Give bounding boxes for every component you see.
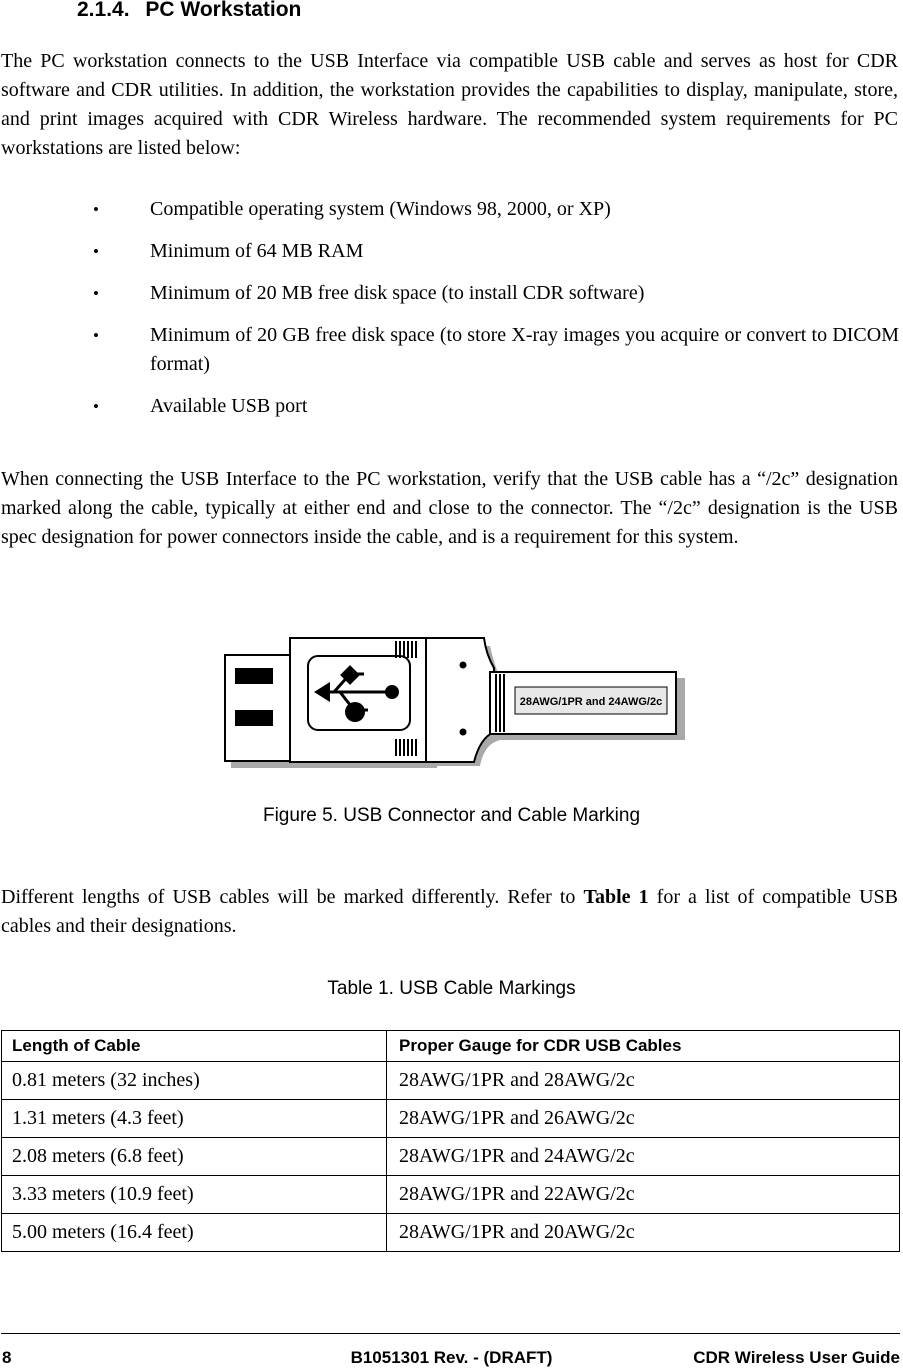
cell-length: 1.31 meters (4.3 feet) — [2, 1100, 387, 1138]
cell-gauge: 28AWG/1PR and 28AWG/2c — [387, 1062, 900, 1100]
column-header-length: Length of Cable — [2, 1031, 387, 1062]
section-number: 2.1.4. — [77, 0, 130, 21]
figure-caption: Figure 5. USB Connector and Cable Marking — [262, 805, 641, 826]
list-item — [0, 392, 899, 421]
requirement-text: Available USB port — [150, 395, 308, 417]
cell-gauge: 28AWG/1PR and 20AWG/2c — [387, 1214, 900, 1252]
lengths-text-after: for a list of compatible USB cables and their designations. — [1, 886, 899, 937]
table-row — [2, 1100, 900, 1138]
cell-length: 2.08 meters (6.8 feet) — [2, 1138, 387, 1176]
footer-page-number: 8 — [2, 1348, 12, 1367]
requirement-text: Minimum of 20 MB free disk space (to install CDR software) — [150, 282, 645, 304]
list-item — [0, 195, 899, 224]
connecting-paragraph: When connecting the USB Interface to the PC workstation, verify that the USB cable has a “/2c” designation marked along the cable, typically at either end and close to the connector. The “/2c” designation is the USB spec designation for power connectors inside the cable, and is a requirement for this system. — [1, 468, 898, 548]
table-row — [2, 1214, 900, 1252]
lengths-paragraph — [1, 883, 898, 941]
requirements-list — [0, 195, 899, 434]
table-reference: Table 1 — [583, 886, 649, 908]
list-item — [0, 279, 899, 308]
cell-length: 0.81 meters (32 inches) — [2, 1062, 387, 1100]
table-caption: Table 1. USB Cable Markings — [327, 978, 576, 999]
bullet-icon: • — [93, 200, 99, 219]
strain-relief-dot — [460, 729, 467, 736]
requirement-text: Compatible operating system (Windows 98, 2000, or XP) — [150, 198, 611, 220]
footer-document-id: B1051301 Rev. - (DRAFT) — [350, 1348, 553, 1367]
usb-connector-figure — [222, 632, 688, 770]
cable-marking-text: 28AWG/1PR and 24AWG/2c — [519, 696, 663, 708]
section-title: PC Workstation — [145, 0, 302, 21]
list-item — [0, 237, 899, 266]
contact-bottom — [235, 710, 273, 726]
intro-paragraph: The PC workstation connects to the USB Interface via compatible USB cable and serves as host for CDR software and CDR utilities. In addition, the workstation provides the capabilities to display, manipulate, store, and print images acquired with CDR Wireless hardware. The recommended system requirements for PC workstations are listed below: — [1, 50, 898, 159]
requirement-text: Minimum of 20 GB free disk space (to store X-ray images you acquire or convert to DICOM format) — [150, 324, 899, 375]
cell-gauge: 28AWG/1PR and 22AWG/2c — [387, 1176, 900, 1214]
bullet-icon: • — [93, 242, 99, 261]
strain-relief-dot — [460, 662, 467, 669]
table-row — [2, 1176, 900, 1214]
bullet-icon: • — [93, 397, 99, 416]
section-heading — [77, 0, 301, 22]
cell-length: 5.00 meters (16.4 feet) — [2, 1214, 387, 1252]
contact-top — [235, 668, 273, 684]
table-header-row — [2, 1031, 900, 1062]
cell-length: 3.33 meters (10.9 feet) — [2, 1176, 387, 1214]
column-header-gauge: Proper Gauge for CDR USB Cables — [387, 1031, 900, 1062]
bullet-icon: • — [93, 284, 99, 303]
requirement-text: Minimum of 64 MB RAM — [150, 240, 364, 262]
list-item — [0, 321, 899, 379]
cell-gauge: 28AWG/1PR and 24AWG/2c — [387, 1138, 900, 1176]
footer-divider — [1, 1333, 900, 1334]
table-row — [2, 1138, 900, 1176]
cable-markings-table — [1, 1030, 900, 1252]
bullet-icon: • — [93, 326, 99, 345]
table-row — [2, 1062, 900, 1100]
cell-gauge: 28AWG/1PR and 26AWG/2c — [387, 1100, 900, 1138]
footer-guide-title: CDR Wireless User Guide — [693, 1348, 900, 1367]
lengths-text-before: Different lengths of USB cables will be marked differently. Refer to — [1, 886, 584, 908]
